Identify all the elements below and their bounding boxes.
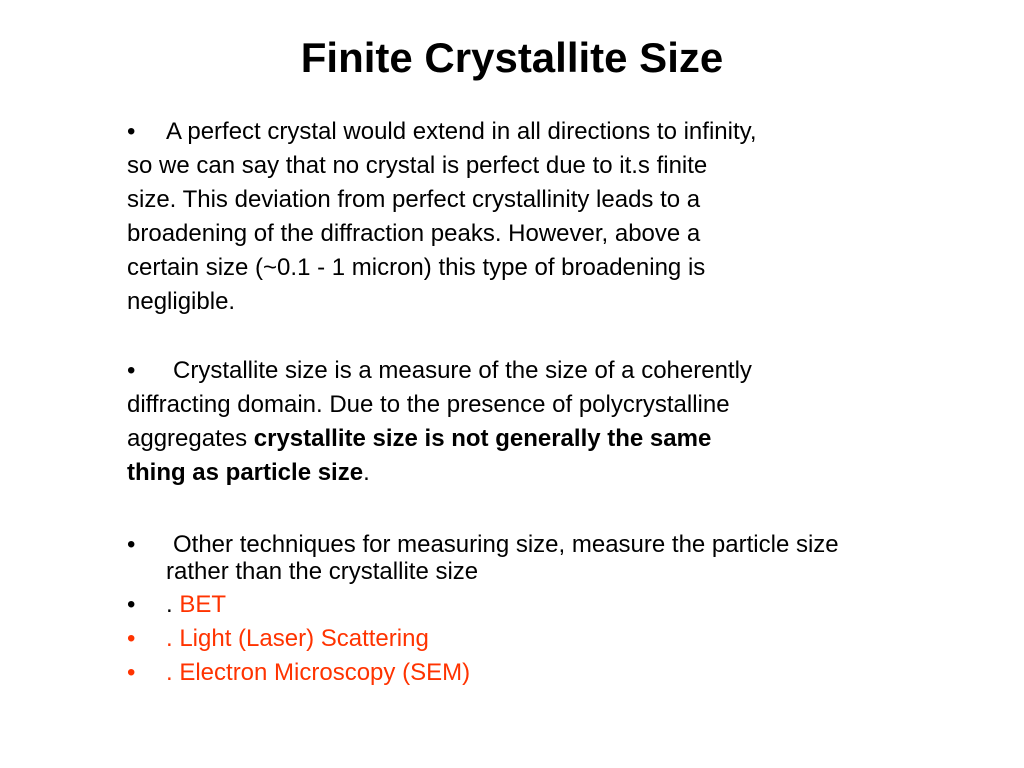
- emphasis-text: crystallite size is not generally the same: [253, 425, 712, 452]
- emphasis-text: thing as particle size: [127, 459, 364, 486]
- paragraph-line: negligible.: [127, 288, 236, 315]
- bullet-marker: •: [127, 531, 136, 558]
- accent-text: BET: [179, 591, 227, 618]
- text-segment: .: [363, 459, 370, 486]
- bullet-marker: •: [127, 659, 136, 686]
- paragraph-line: size. This deviation from perfect crystallinity leads to a: [127, 186, 701, 213]
- paragraph-line: so we can say that no crystal is perfect due to it.s finite: [127, 152, 708, 179]
- bullet-marker: •: [127, 118, 136, 145]
- paragraph-line: A perfect crystal would extend in all directions to infinity,: [166, 118, 757, 145]
- list-item-text: . Light (Laser) Scattering: [166, 625, 429, 652]
- slide-title: Finite Crystallite Size: [300, 34, 724, 81]
- paragraph-line: rather than the crystallite size: [166, 558, 479, 585]
- paragraph-line: broadening of the diffraction peaks. However, above a: [127, 220, 701, 247]
- bullet-marker: •: [127, 357, 136, 384]
- paragraph-line: [127, 458, 370, 488]
- text-segment: .: [166, 591, 180, 618]
- paragraph-line: Crystallite size is a measure of the size of a coherently: [173, 357, 752, 384]
- paragraph-line: diffracting domain. Due to the presence of polycrystalline: [127, 391, 730, 418]
- paragraph-line: [127, 424, 711, 454]
- paragraph-line: certain size (~0.1 - 1 micron) this type of broadening is: [127, 254, 706, 281]
- text-segment: aggregates: [127, 425, 254, 452]
- paragraph-line: Other techniques for measuring size, measure the particle size: [173, 531, 839, 558]
- bullet-marker: •: [127, 625, 136, 652]
- bullet-marker: •: [127, 591, 136, 618]
- list-item-text: . Electron Microscopy (SEM): [166, 659, 471, 686]
- list-item-text: [166, 590, 226, 620]
